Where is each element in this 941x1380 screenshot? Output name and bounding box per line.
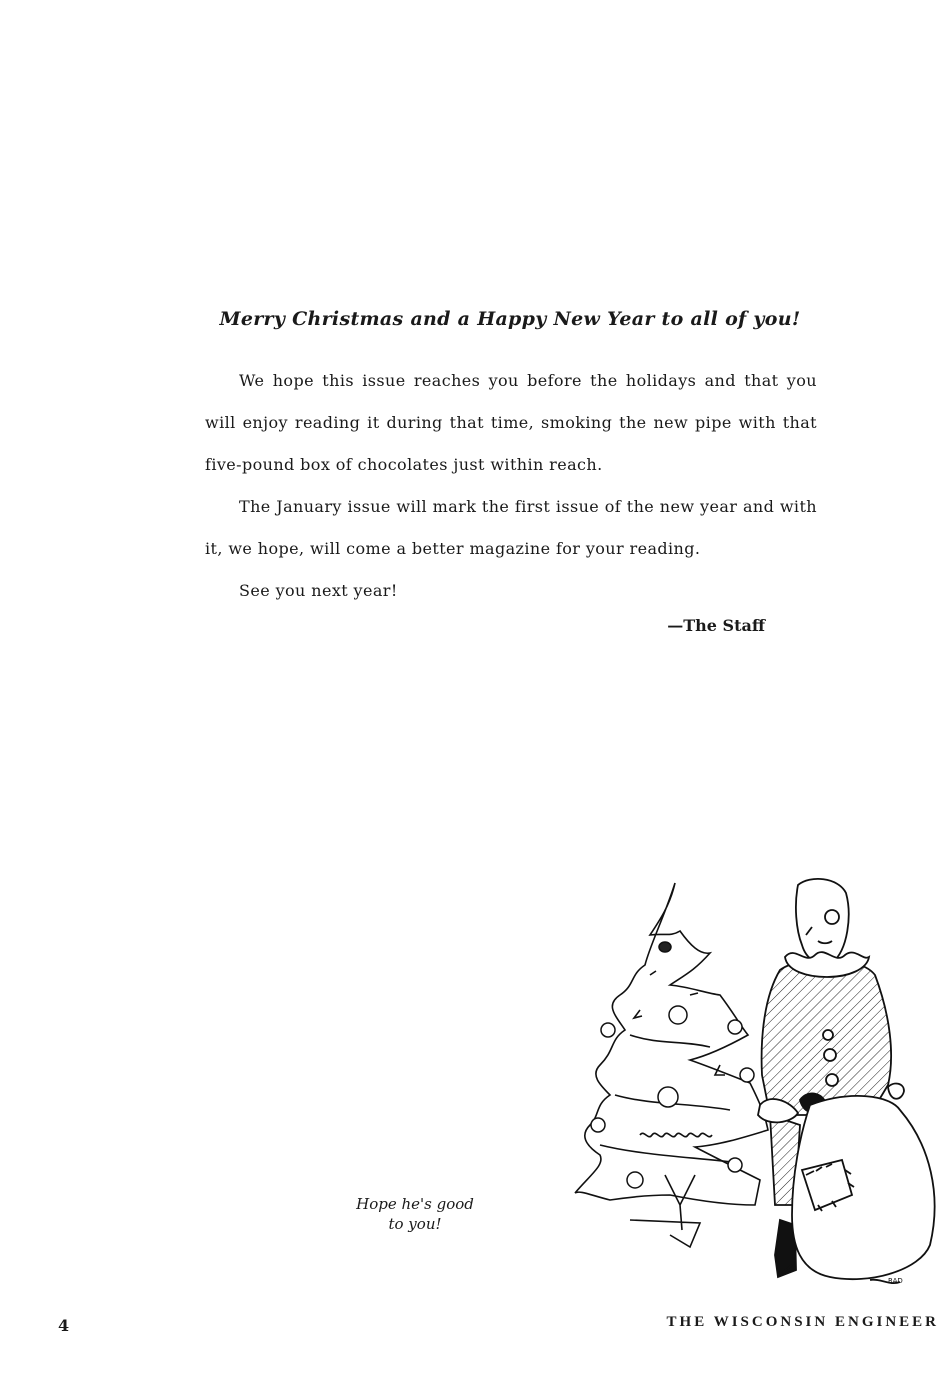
caption-line-1: Hope he's good [356,1195,474,1213]
publication-title: THE WISCONSIN ENGINEER [666,1314,939,1330]
cartoon-caption [340,1194,490,1234]
signature: —The Staff [667,616,765,635]
tree-ornaments [591,942,754,1188]
paragraph-1: We hope this issue reaches you before the holidays and that you will enjoy reading it during that time, smoking the new pipe with that five-pound box of chocolates just within reach. [205,371,817,474]
paragraph-3: See you next year! [239,581,398,600]
letter-body [205,360,817,612]
artist-initials: RAD [888,1277,903,1285]
santa-christmas-tree-illustration [570,875,941,1300]
page-number: 4 [58,1316,70,1335]
christmas-tree [575,883,768,1247]
paragraph-2: The January issue will mark the first issue of the new year and with it, we hope, will come a better magazine for your reading. [205,497,817,558]
caption-line-2: to you! [388,1215,442,1233]
greeting-heading: Merry Christmas and a Happy New Year to all of you! [219,308,801,330]
